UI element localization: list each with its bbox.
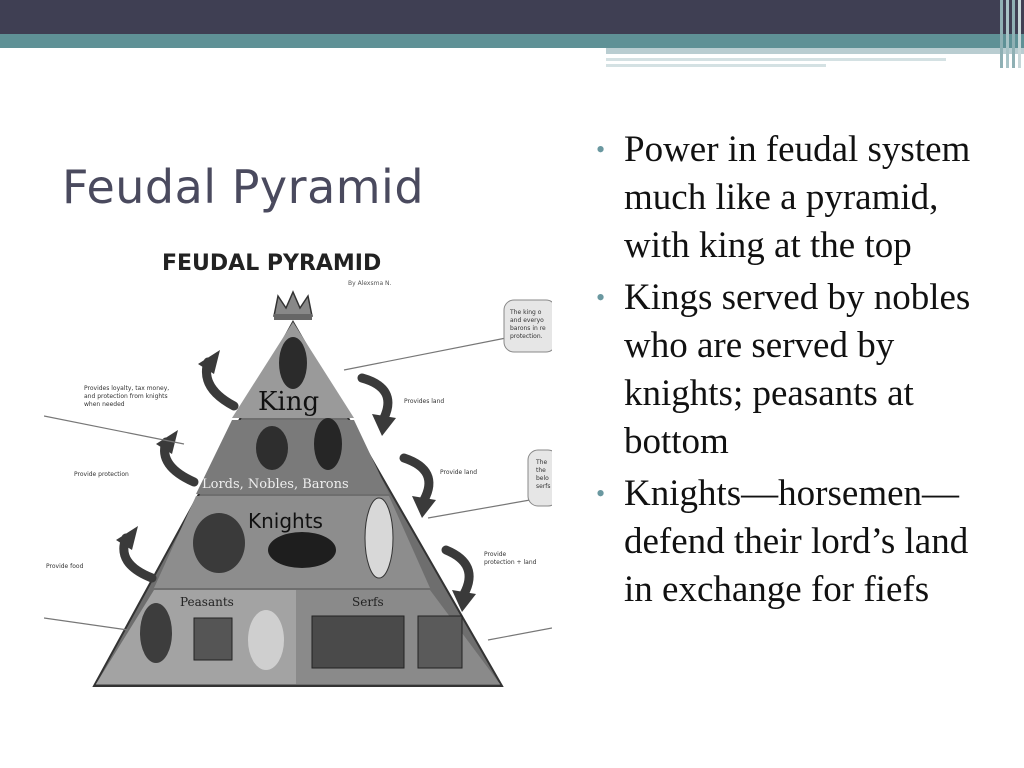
left-label: Provides loyalty, tax money, xyxy=(84,385,170,392)
right-label: Provide xyxy=(484,551,507,558)
tier-label-peasants: Peasants xyxy=(180,595,234,609)
callout-middle xyxy=(528,450,552,506)
knight-armor-image xyxy=(365,498,393,578)
left-label: Provide food xyxy=(46,563,84,570)
bullet-text: Power in feudal system much like a pyramid, with king at the top xyxy=(624,129,971,266)
serfs-scene-image xyxy=(312,616,404,668)
left-label: when needed xyxy=(84,401,125,408)
left-label: and protection from knights xyxy=(84,393,168,400)
figure-heading: FEUDAL PYRAMID xyxy=(162,251,382,276)
bullet-icon: • xyxy=(596,479,606,508)
right-label: protection + land xyxy=(484,559,537,566)
serfs-scene-image xyxy=(418,616,462,668)
bullet-text: Kings served by nobles who are served by knights; peasants at bottom xyxy=(624,277,971,462)
bullet-text: Knights—horsemen—defend their lord’s land in exchange for fiefs xyxy=(624,473,969,610)
knight-horse-image xyxy=(193,513,245,573)
slide-title: Feudal Pyramid xyxy=(62,160,425,214)
decorative-line xyxy=(606,64,826,67)
callout-text: belo xyxy=(536,475,549,482)
callout-text: protection. xyxy=(510,333,543,340)
peasant-figure-image xyxy=(140,603,172,663)
callout-text: serfs xyxy=(536,483,551,490)
bullet-icon: • xyxy=(596,283,606,312)
king-figure-image xyxy=(279,337,307,389)
teal-decorative-band xyxy=(0,34,1024,48)
decorative-line xyxy=(606,58,946,61)
callout-text: and everyo xyxy=(510,317,544,324)
bullet-icon: • xyxy=(596,135,606,164)
tier-label-king: King xyxy=(258,387,320,417)
tier-label-knights: Knights xyxy=(248,509,323,533)
tier-label-serfs: Serfs xyxy=(352,595,384,609)
tier-label-nobles: Lords, Nobles, Barons xyxy=(202,477,349,492)
bullet-item xyxy=(594,274,994,466)
bullet-list xyxy=(594,126,994,618)
bullet-item xyxy=(594,126,994,270)
peasant-figure-image xyxy=(248,610,284,670)
top-decorative-bar xyxy=(0,0,1024,34)
right-label: Provides land xyxy=(404,398,445,405)
corner-decoration xyxy=(998,0,1024,68)
callout-text: barons in re xyxy=(510,325,546,332)
callout-top xyxy=(504,300,552,352)
left-label: Provide protection xyxy=(74,471,129,478)
noble-figure-image xyxy=(256,426,288,470)
callout-text: the xyxy=(536,467,546,474)
callout-text: The xyxy=(536,459,548,466)
knight-helmet-image xyxy=(268,532,336,568)
noble-figure-image xyxy=(314,418,342,470)
feudal-pyramid-figure xyxy=(44,238,552,698)
right-label: Provide land xyxy=(440,469,478,476)
figure-byline: By Alexsma N. xyxy=(348,280,392,287)
peasant-scene-image xyxy=(194,618,232,660)
decorative-line xyxy=(606,48,1024,54)
bullet-item xyxy=(594,470,994,614)
callout-text: The king o xyxy=(510,309,542,316)
